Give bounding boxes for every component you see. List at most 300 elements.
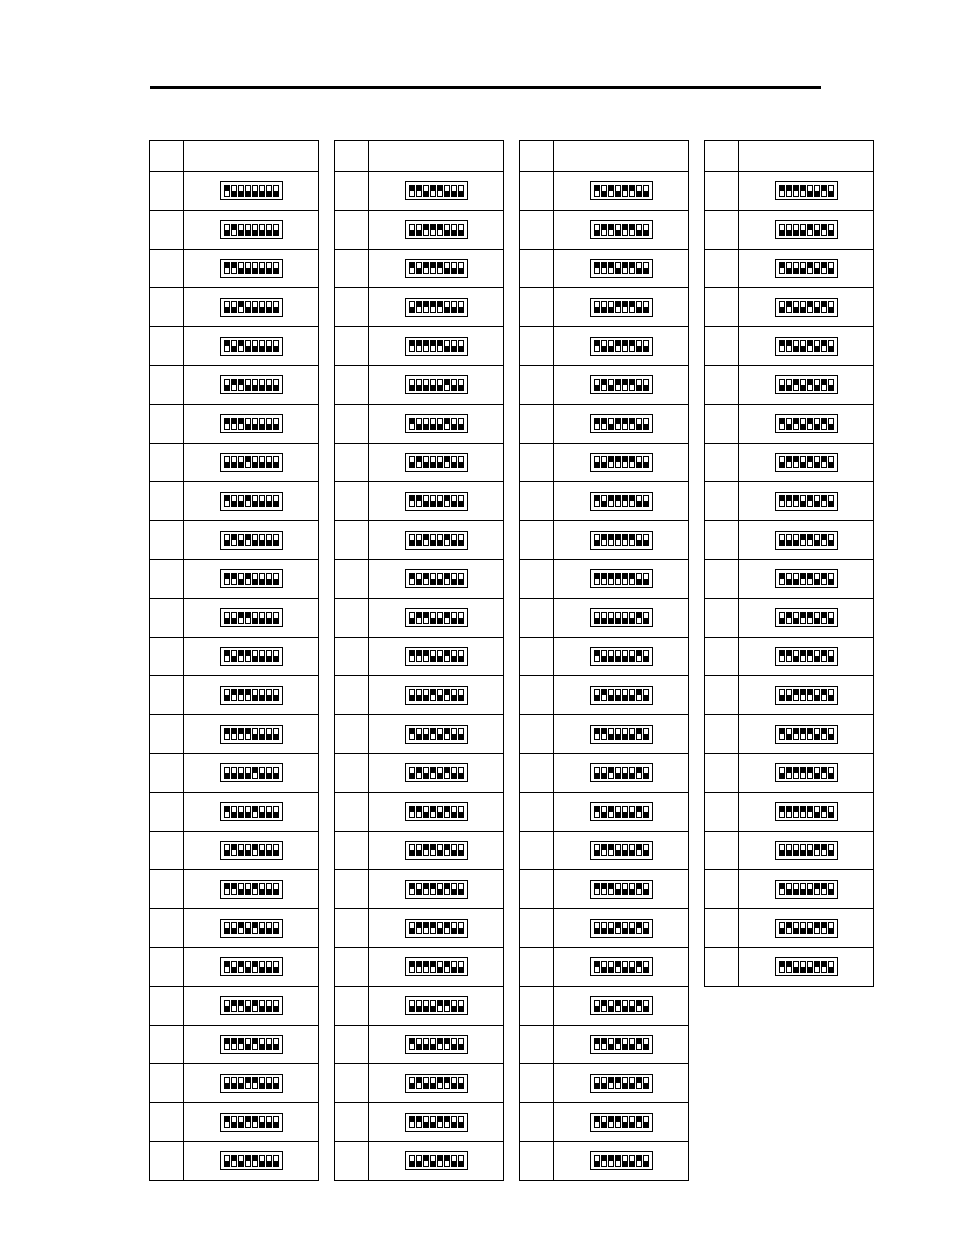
switch-knob-icon: [225, 928, 229, 933]
switch-knob-icon: [260, 850, 264, 855]
switch-cell: [554, 172, 689, 211]
switch-off-icon: [259, 1077, 265, 1089]
dip-switch-icon: [590, 298, 653, 317]
table-row: [520, 598, 689, 637]
switch-knob-icon: [431, 385, 435, 390]
switch-knob-icon: [822, 535, 826, 540]
switch-on-icon: [793, 456, 799, 468]
switch-on-icon: [409, 1038, 415, 1050]
switch-knob-icon: [616, 535, 620, 540]
switch-knob-icon: [822, 263, 826, 268]
number-cell: [520, 327, 554, 366]
switch-knob-icon: [595, 1039, 599, 1044]
switch-knob-icon: [253, 501, 257, 506]
number-cell: [335, 327, 369, 366]
switch-knob-icon: [438, 967, 442, 972]
switch-knob-icon: [431, 768, 435, 773]
switch-knob-icon: [417, 540, 421, 545]
switch-knob-icon: [794, 307, 798, 312]
table-row: [150, 676, 319, 715]
switch-off-icon: [266, 301, 272, 313]
switch-on-icon: [601, 1038, 607, 1050]
switch-off-icon: [800, 844, 806, 856]
switch-knob-icon: [267, 928, 271, 933]
switch-off-icon: [594, 689, 600, 701]
dip-switch-icon: [775, 841, 838, 860]
table-row: [335, 249, 504, 288]
switch-off-icon: [800, 922, 806, 934]
switch-knob-icon: [794, 768, 798, 773]
switch-on-icon: [409, 806, 415, 818]
table-row: [150, 1025, 319, 1064]
number-cell: [150, 404, 184, 443]
switch-off-icon: [224, 767, 230, 779]
switch-knob-icon: [595, 462, 599, 467]
switch-off-icon: [259, 883, 265, 895]
switch-knob-icon: [780, 263, 784, 268]
switch-off-icon: [458, 1116, 464, 1128]
switch-knob-icon: [424, 923, 428, 928]
switch-knob-icon: [780, 651, 784, 656]
switch-off-icon: [779, 767, 785, 779]
number-cell: [150, 482, 184, 521]
switch-knob-icon: [787, 302, 791, 307]
switch-off-icon: [238, 573, 244, 585]
switch-knob-icon: [225, 1161, 229, 1166]
switch-off-icon: [252, 224, 258, 236]
dip-switch-icon: [405, 1151, 468, 1170]
switch-knob-icon: [808, 225, 812, 230]
dip-switch-icon: [405, 1074, 468, 1093]
switch-knob-icon: [417, 651, 421, 656]
switch-knob-icon: [644, 928, 648, 933]
switch-knob-icon: [637, 1001, 641, 1006]
switch-knob-icon: [595, 1117, 599, 1122]
switch-cell: [184, 792, 319, 831]
dip-switch-icon: [220, 957, 283, 976]
switch-on-icon: [807, 418, 813, 430]
switch-off-icon: [430, 1000, 436, 1012]
switch-cell: [739, 831, 874, 870]
switch-knob-icon: [609, 768, 613, 773]
table-row: [335, 715, 504, 754]
switch-off-icon: [793, 612, 799, 624]
switch-cell: [554, 1141, 689, 1180]
switch-on-icon: [800, 689, 806, 701]
switch-knob-icon: [602, 967, 606, 972]
number-cell: [520, 443, 554, 482]
dip-switch-icon: [220, 531, 283, 550]
number-cell: [520, 1141, 554, 1180]
switch-cell: [184, 909, 319, 948]
switch-knob-icon: [829, 346, 833, 351]
switch-off-icon: [608, 922, 614, 934]
switch-off-icon: [224, 1155, 230, 1167]
switch-on-icon: [245, 1155, 251, 1167]
switch-knob-icon: [452, 307, 456, 312]
switch-knob-icon: [609, 1156, 613, 1161]
switch-knob-icon: [452, 268, 456, 273]
dip-switch-icon: [220, 841, 283, 860]
switch-on-icon: [601, 573, 607, 585]
number-cell: [150, 598, 184, 637]
number-cell: [520, 676, 554, 715]
switch-off-icon: [601, 650, 607, 662]
switch-on-icon: [437, 1155, 443, 1167]
switch-on-icon: [629, 495, 635, 507]
switch-off-icon: [828, 418, 834, 430]
number-cell: [150, 870, 184, 909]
switch-on-icon: [416, 456, 422, 468]
switch-off-icon: [273, 883, 279, 895]
switch-knob-icon: [794, 186, 798, 191]
switch-on-icon: [636, 767, 642, 779]
switch-knob-icon: [431, 884, 435, 889]
switch-knob-icon: [459, 812, 463, 817]
table-row: [520, 792, 689, 831]
switch-knob-icon: [822, 962, 826, 967]
switch-knob-icon: [459, 579, 463, 584]
switch-off-icon: [793, 340, 799, 352]
switch-off-icon: [828, 689, 834, 701]
switch-off-icon: [814, 806, 820, 818]
dip-switch-icon: [775, 375, 838, 394]
switch-cell: [554, 1064, 689, 1103]
table-row: [705, 404, 874, 443]
switch-off-icon: [423, 379, 429, 391]
switch-cell: [554, 365, 689, 404]
switch-off-icon: [779, 922, 785, 934]
switch-knob-icon: [794, 618, 798, 623]
number-cell: [335, 172, 369, 211]
switch-cell: [184, 559, 319, 598]
switch-knob-icon: [445, 535, 449, 540]
switch-off-icon: [409, 379, 415, 391]
switch-knob-icon: [637, 729, 641, 734]
switch-off-icon: [643, 1000, 649, 1012]
switch-cell: [554, 1103, 689, 1142]
switch-knob-icon: [616, 695, 620, 700]
switch-on-icon: [636, 1116, 642, 1128]
switch-off-icon: [266, 1116, 272, 1128]
switch-knob-icon: [431, 1006, 435, 1011]
switch-cell: [739, 249, 874, 288]
table-row: [520, 753, 689, 792]
switch-knob-icon: [780, 618, 784, 623]
switch-knob-icon: [822, 923, 826, 928]
switch-knob-icon: [410, 419, 414, 424]
switch-knob-icon: [602, 191, 606, 196]
switch-knob-icon: [616, 656, 620, 661]
switch-off-icon: [416, 1155, 422, 1167]
switch-off-icon: [615, 224, 621, 236]
table-row: [335, 753, 504, 792]
switch-knob-icon: [438, 812, 442, 817]
switch-cell: [554, 909, 689, 948]
dip-switch-icon: [220, 919, 283, 938]
switch-on-icon: [779, 728, 785, 740]
switch-on-icon: [231, 534, 237, 546]
switch-on-icon: [416, 1116, 422, 1128]
switch-on-icon: [430, 767, 436, 779]
switch-knob-icon: [246, 1117, 250, 1122]
switch-off-icon: [814, 379, 820, 391]
switch-knob-icon: [602, 501, 606, 506]
switch-off-icon: [273, 728, 279, 740]
switch-knob-icon: [225, 807, 229, 812]
switch-off-icon: [259, 961, 265, 973]
switch-knob-icon: [246, 535, 250, 540]
switch-knob-icon: [225, 1117, 229, 1122]
switch-knob-icon: [637, 424, 641, 429]
switch-knob-icon: [431, 618, 435, 623]
switch-knob-icon: [260, 1161, 264, 1166]
switch-on-icon: [430, 883, 436, 895]
switch-knob-icon: [410, 263, 414, 268]
dip-switch-icon: [775, 802, 838, 821]
switch-knob-icon: [616, 850, 620, 855]
switch-knob-icon: [829, 501, 833, 506]
dip-switch-icon: [405, 880, 468, 899]
switch-knob-icon: [267, 967, 271, 972]
switch-off-icon: [828, 534, 834, 546]
switch-knob-icon: [445, 807, 449, 812]
switch-on-icon: [800, 612, 806, 624]
switch-on-icon: [238, 612, 244, 624]
switch-knob-icon: [431, 424, 435, 429]
switch-knob-icon: [239, 1039, 243, 1044]
switch-knob-icon: [801, 850, 805, 855]
switch-knob-icon: [595, 385, 599, 390]
switch-off-icon: [622, 844, 628, 856]
switch-off-icon: [224, 689, 230, 701]
switch-knob-icon: [794, 380, 798, 385]
switch-knob-icon: [431, 962, 435, 967]
switch-knob-icon: [438, 734, 442, 739]
switch-cell: [369, 909, 504, 948]
switch-off-icon: [245, 418, 251, 430]
switch-on-icon: [608, 1116, 614, 1128]
switch-off-icon: [814, 650, 820, 662]
switch-knob-icon: [637, 579, 641, 584]
switch-cell: [369, 288, 504, 327]
switch-knob-icon: [410, 1006, 414, 1011]
switch-off-icon: [266, 961, 272, 973]
switch-on-icon: [807, 728, 813, 740]
number-cell: [705, 288, 739, 327]
dip-switch-icon: [590, 220, 653, 239]
switch-on-icon: [821, 612, 827, 624]
switch-knob-icon: [260, 656, 264, 661]
switch-knob-icon: [417, 1044, 421, 1049]
switch-knob-icon: [260, 928, 264, 933]
switch-on-icon: [594, 961, 600, 973]
switch-on-icon: [629, 573, 635, 585]
switch-knob-icon: [246, 1156, 250, 1161]
switch-on-icon: [430, 961, 436, 973]
dip-switch-table-2: [334, 140, 504, 1181]
table-row: [520, 559, 689, 598]
switch-knob-icon: [780, 540, 784, 545]
switch-off-icon: [266, 612, 272, 624]
switch-knob-icon: [787, 768, 791, 773]
switch-cell: [184, 443, 319, 482]
switch-knob-icon: [459, 850, 463, 855]
switch-on-icon: [252, 1077, 258, 1089]
switch-knob-icon: [787, 424, 791, 429]
switch-on-icon: [231, 262, 237, 274]
table-row: [335, 1064, 504, 1103]
dip-switch-icon: [405, 1113, 468, 1132]
switch-cell: [184, 986, 319, 1025]
switch-on-icon: [430, 806, 436, 818]
switch-knob-icon: [417, 1161, 421, 1166]
switch-on-icon: [231, 1000, 237, 1012]
switch-off-icon: [636, 224, 642, 236]
switch-cell: [369, 870, 504, 909]
switch-off-icon: [273, 612, 279, 624]
switch-on-icon: [629, 456, 635, 468]
header-row: [520, 141, 689, 172]
switch-knob-icon: [253, 579, 257, 584]
number-cell: [705, 676, 739, 715]
dip-switch-icon: [775, 414, 838, 433]
switch-off-icon: [622, 1038, 628, 1050]
switch-on-icon: [238, 301, 244, 313]
switch-off-icon: [601, 1116, 607, 1128]
switch-off-icon: [828, 301, 834, 313]
switch-knob-icon: [232, 884, 236, 889]
switch-off-icon: [458, 301, 464, 313]
switch-knob-icon: [808, 729, 812, 734]
dip-switch-icon: [590, 569, 653, 588]
switch-knob-icon: [787, 923, 791, 928]
switch-off-icon: [238, 767, 244, 779]
switch-off-icon: [643, 689, 649, 701]
switch-knob-icon: [424, 462, 428, 467]
switch-off-icon: [629, 612, 635, 624]
switch-knob-icon: [623, 656, 627, 661]
switch-off-icon: [273, 262, 279, 274]
switch-knob-icon: [787, 457, 791, 462]
number-cell: [520, 288, 554, 327]
switch-cell: [369, 1103, 504, 1142]
switch-off-icon: [224, 224, 230, 236]
switch-knob-icon: [616, 457, 620, 462]
switch-on-icon: [423, 534, 429, 546]
switch-knob-icon: [417, 457, 421, 462]
switch-knob-icon: [637, 268, 641, 273]
switch-knob-icon: [260, 1122, 264, 1127]
switch-knob-icon: [787, 230, 791, 235]
switch-off-icon: [814, 340, 820, 352]
switch-knob-icon: [452, 967, 456, 972]
switch-knob-icon: [644, 579, 648, 584]
switch-knob-icon: [644, 1006, 648, 1011]
switch-on-icon: [416, 185, 422, 197]
dip-switch-icon: [775, 880, 838, 899]
dip-switch-icon: [775, 259, 838, 278]
switch-off-icon: [437, 728, 443, 740]
switch-on-icon: [615, 456, 621, 468]
switch-cell: [369, 1141, 504, 1180]
number-cell: [335, 482, 369, 521]
switch-off-icon: [451, 767, 457, 779]
switch-off-icon: [259, 728, 265, 740]
number-cell: [705, 404, 739, 443]
switch-off-icon: [828, 883, 834, 895]
switch-knob-icon: [445, 380, 449, 385]
table-row: [150, 482, 319, 521]
switch-on-icon: [608, 767, 614, 779]
switch-knob-icon: [780, 695, 784, 700]
switch-on-icon: [779, 806, 785, 818]
switch-off-icon: [451, 495, 457, 507]
switch-knob-icon: [609, 845, 613, 850]
switch-knob-icon: [267, 579, 271, 584]
switch-on-icon: [636, 806, 642, 818]
switch-off-icon: [430, 612, 436, 624]
switch-off-icon: [594, 1155, 600, 1167]
switch-off-icon: [594, 224, 600, 236]
switch-knob-icon: [225, 341, 229, 346]
switch-on-icon: [636, 1077, 642, 1089]
dip-switch-icon: [220, 686, 283, 705]
switch-knob-icon: [225, 230, 229, 235]
switch-on-icon: [437, 224, 443, 236]
switch-knob-icon: [445, 1001, 449, 1006]
switch-off-icon: [409, 612, 415, 624]
switch-on-icon: [409, 340, 415, 352]
switch-off-icon: [252, 612, 258, 624]
number-cell: [150, 1064, 184, 1103]
switch-on-icon: [423, 340, 429, 352]
switch-off-icon: [238, 534, 244, 546]
switch-on-icon: [252, 1116, 258, 1128]
number-cell: [150, 637, 184, 676]
switch-knob-icon: [630, 734, 634, 739]
table-row: [150, 210, 319, 249]
switch-off-icon: [594, 1077, 600, 1089]
switch-on-icon: [437, 262, 443, 274]
switch-knob-icon: [794, 268, 798, 273]
switch-off-icon: [800, 224, 806, 236]
switch-cell: [554, 947, 689, 986]
dip-switch-icon: [405, 725, 468, 744]
switch-off-icon: [807, 844, 813, 856]
switch-on-icon: [821, 922, 827, 934]
switch-off-icon: [594, 612, 600, 624]
switch-off-icon: [594, 379, 600, 391]
switch-off-icon: [608, 1000, 614, 1012]
switch-on-icon: [423, 301, 429, 313]
switch-knob-icon: [267, 191, 271, 196]
table-row: [335, 288, 504, 327]
switch-off-icon: [266, 224, 272, 236]
switch-knob-icon: [417, 734, 421, 739]
table-row: [335, 986, 504, 1025]
switch-off-icon: [423, 456, 429, 468]
switch-knob-icon: [445, 768, 449, 773]
switch-knob-icon: [260, 540, 264, 545]
switch-cell: [184, 1141, 319, 1180]
switch-on-icon: [238, 689, 244, 701]
dip-switch-icon: [590, 686, 653, 705]
switch-knob-icon: [410, 651, 414, 656]
dip-switch-icon: [405, 181, 468, 200]
switch-knob-icon: [602, 1122, 606, 1127]
switch-knob-icon: [452, 230, 456, 235]
